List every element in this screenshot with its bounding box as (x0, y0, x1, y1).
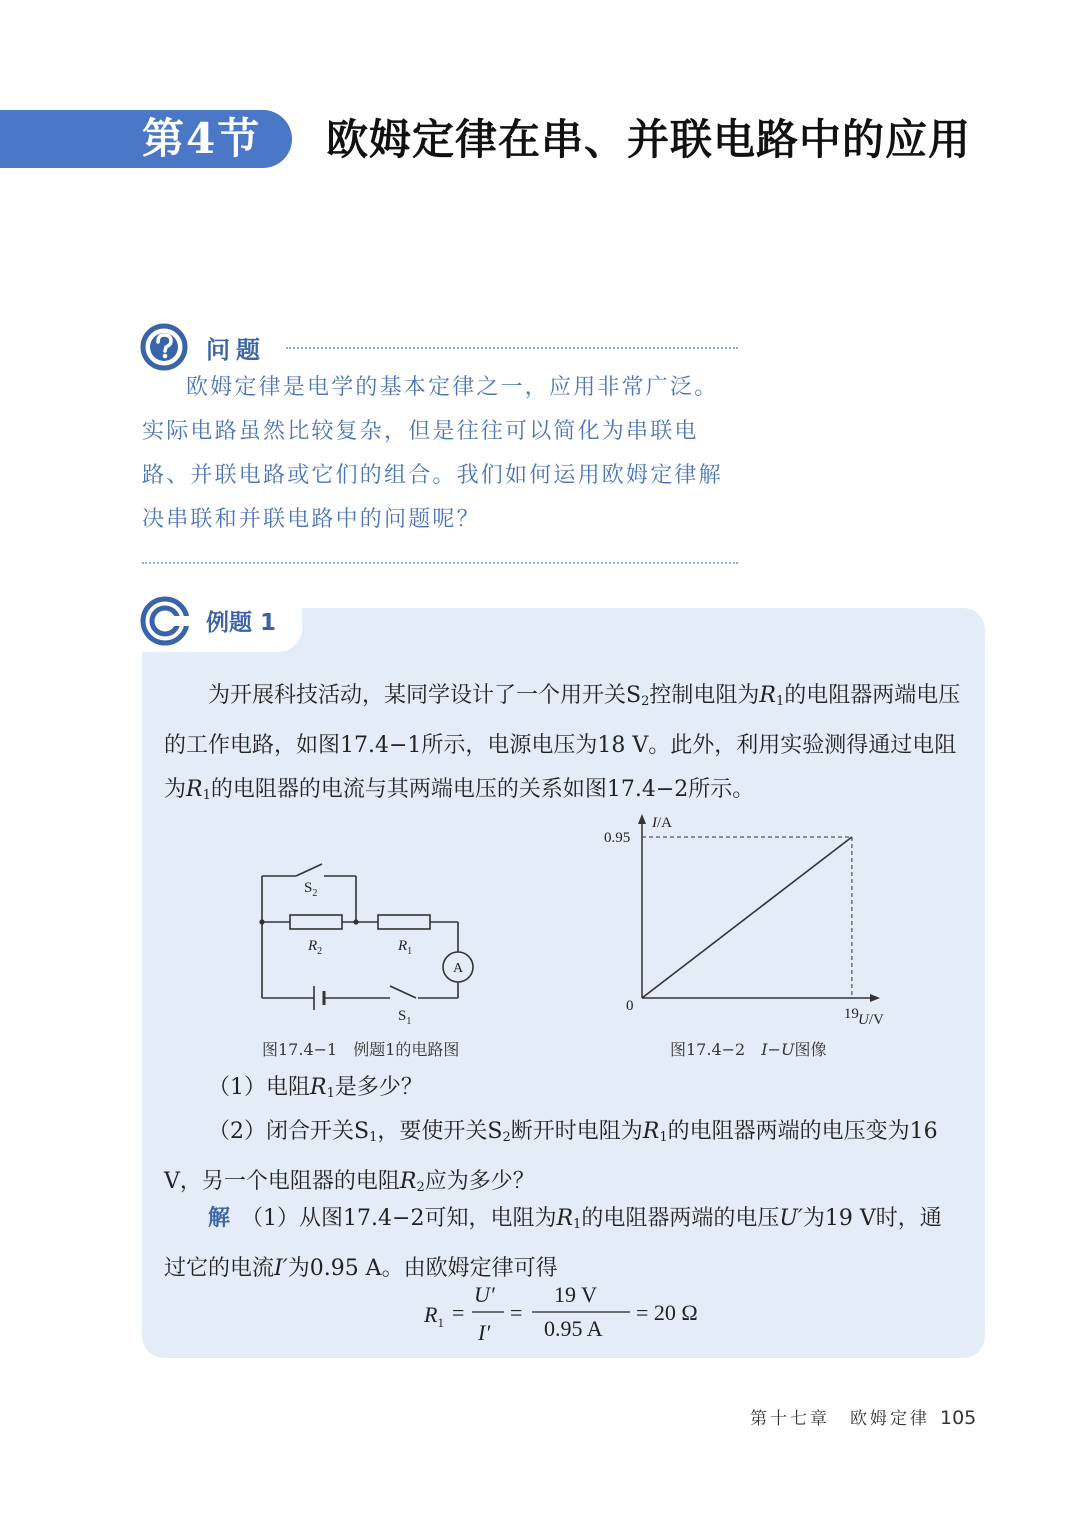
junction-dot (259, 919, 264, 924)
series-line (642, 837, 852, 998)
solution-label: 解 (208, 1205, 231, 1231)
page-footer (750, 1404, 976, 1429)
y-axis-label: I/A (652, 815, 672, 831)
page-number: 105 (940, 1407, 977, 1429)
question-icon (140, 323, 188, 371)
section-title: 欧姆定律在串、并联电路中的应用 (326, 115, 972, 164)
solution: 解 （1）从图17.4−2可知，电阻为$R_1$的电阻器两端的电压U′为19 V时，通过它的电流I′为0.95 A。由欧姆定律可得 (164, 1205, 942, 1281)
question-label: 问题 (206, 336, 266, 364)
y-tick-label: 0.95 (604, 829, 631, 846)
formula-result: = 20 Ω (636, 1300, 698, 1325)
origin-label: 0 (626, 998, 634, 1014)
question-2: （2）闭合开关$S_1$，要使开关$S_2$断开时电阻为$R_1$的电阻器两端的电压变为16 V，另一个电阻器的电阻$R_2$应为多少？ (164, 1119, 938, 1195)
formula-den2: 0.95 A (544, 1316, 603, 1341)
fig2-caption: 图17.4−2 I−U图像 (670, 1040, 827, 1059)
x-axis-arrow (870, 994, 880, 1002)
formula-eq2: = (510, 1300, 523, 1325)
section-number: 第4节 (142, 114, 262, 163)
x-axis-label: U/V (858, 1012, 884, 1028)
question-1: （1）电阻$R_1$是多少？ (208, 1075, 423, 1101)
label-r1: $R_1$ (398, 938, 413, 957)
iu-graph (596, 808, 906, 1030)
question-text: 欧姆定律是电学的基本定律之一，应用非常广泛。实际电路虽然比较复杂，但是往往可以简化为串联电路、并联电路或它们的组合。我们如何运用欧姆定律解决串联和并联电路中的问题呢？ (142, 375, 723, 532)
circuit-diagram (250, 858, 490, 1030)
y-axis-arrow (638, 814, 646, 824)
ohm-formula (420, 1280, 720, 1350)
formula-num1: U′ (474, 1282, 495, 1307)
example-label: 例题 1 (206, 610, 277, 636)
label-r2: $R_2$ (308, 938, 323, 957)
formula-lhs: $R_1$ (424, 1302, 444, 1330)
label-s2: $S_2$ (304, 880, 318, 899)
ammeter-label: A (453, 961, 464, 976)
junction-dot (353, 919, 358, 924)
fig1-caption: 图17.4−1 例题1的电路图 (262, 1040, 460, 1059)
example-intro: 为开展科技活动，某同学设计了一个用开关$S_2$控制电阻为$R_1$的电阻器两端电压的工作电路，如图17.4−1所示，电源电压为18 V。此外，利用实验测得通过电阻为$R_1$的电阻器的电流与其两端电压的关系如图17.4−2所示。 (164, 683, 961, 803)
label-s1: $S_1$ (398, 1008, 412, 1027)
formula-den1: I′ (478, 1320, 491, 1345)
formula-eq1: = (452, 1300, 465, 1325)
question-divider-top (286, 347, 738, 349)
formula-num2: 19 V (554, 1282, 597, 1307)
question-text-box (142, 366, 740, 542)
target-icon (140, 596, 190, 646)
x-tick-label: 19 (843, 1006, 859, 1022)
question-divider-bottom (142, 562, 738, 564)
chapter-title: 第十七章 欧姆定律 (750, 1409, 930, 1429)
